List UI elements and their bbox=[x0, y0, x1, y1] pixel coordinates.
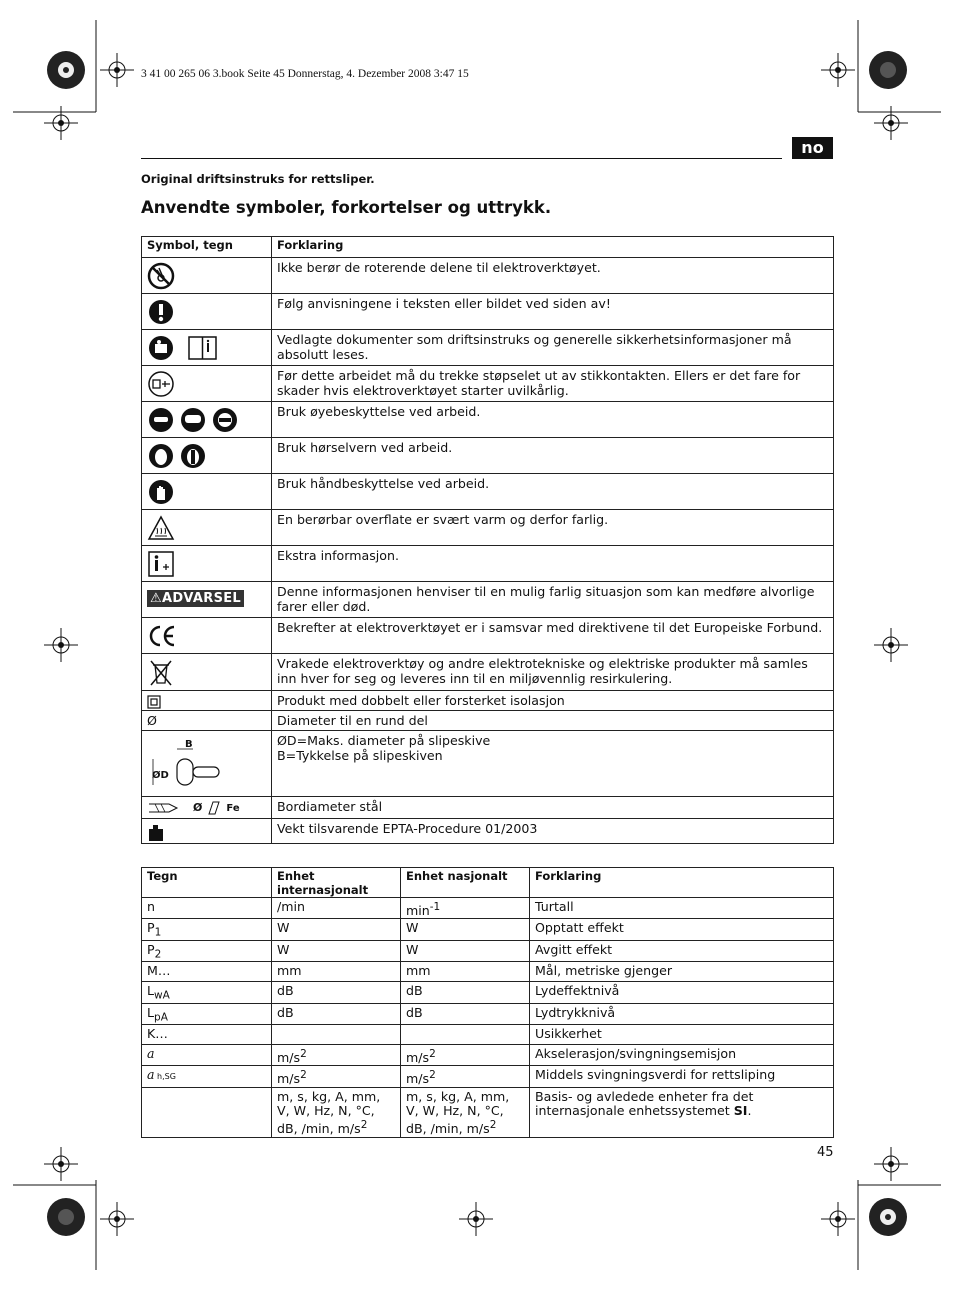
symbols-table bbox=[141, 236, 834, 844]
table-row bbox=[142, 258, 834, 294]
ce-mark-icon bbox=[147, 622, 177, 650]
column-header: Tegn bbox=[142, 868, 272, 898]
natl-unit-cell: $m/s^2$ bbox=[401, 1045, 530, 1066]
hand-protection-icon bbox=[147, 478, 175, 506]
column-header: Enhet internasjonalt bbox=[272, 868, 401, 898]
sign-cell: $L_{wA}$ bbox=[142, 982, 272, 1004]
table-row bbox=[142, 510, 834, 546]
weight-icon bbox=[147, 823, 165, 843]
symbol-description: Ikke berør de roterende delene til elektroverktøyet. bbox=[272, 258, 834, 294]
hot-surface-icon bbox=[147, 514, 175, 542]
description-cell: Lydtrykknivå bbox=[530, 1003, 834, 1025]
description-cell: Avgitt effekt bbox=[530, 940, 834, 962]
print-info-header: 3 41 00 265 06 3.book Seite 45 Donnerstag, 4. Dezember 2008 3:47 15 bbox=[141, 68, 469, 80]
sign-cell: a bbox=[142, 1045, 272, 1066]
symbol-description: En berørbar overflate er svært varm og derfor farlig. bbox=[272, 510, 834, 546]
natl-unit-cell: W bbox=[401, 919, 530, 941]
column-header: Forklaring bbox=[530, 868, 834, 898]
table-row bbox=[142, 402, 834, 438]
table-row bbox=[142, 1003, 834, 1025]
symbol-description: Diameter til en rund del bbox=[272, 711, 834, 731]
table-row bbox=[142, 582, 834, 618]
description-cell: Opptatt effekt bbox=[530, 919, 834, 941]
double-insulation-icon bbox=[147, 695, 161, 709]
intl-unit-cell: $m/s^2$ bbox=[272, 1045, 401, 1066]
natl-unit-cell: $m/s^2$ bbox=[401, 1066, 530, 1087]
intl-unit-cell: m, s, kg, A, mm, V, W, Hz, N, °C, dB, /min, $m/s^2$ bbox=[272, 1087, 401, 1137]
column-header: Enhet nasjonalt bbox=[401, 868, 530, 898]
intl-unit-cell: $m/s^2$ bbox=[272, 1066, 401, 1087]
table-row bbox=[142, 1045, 834, 1066]
table-row bbox=[142, 731, 834, 797]
intl-unit-cell: dB bbox=[272, 982, 401, 1004]
sign-cell: $P_2$ bbox=[142, 940, 272, 962]
description-cell: Turtall bbox=[530, 898, 834, 919]
iron-label: Fe bbox=[226, 803, 240, 814]
table-row bbox=[142, 962, 834, 982]
read-manual-icon bbox=[147, 334, 219, 362]
description-cell: Middels svingningsverdi for rettsliping bbox=[530, 1066, 834, 1087]
symbol-description: Følg anvisningene i teksten eller bildet ved siden av! bbox=[272, 294, 834, 330]
diameter-label: Ø bbox=[193, 801, 203, 814]
table-row bbox=[142, 546, 834, 582]
steel-bar-icon bbox=[206, 800, 222, 816]
advarsel-badge: ⚠ADVARSEL bbox=[147, 590, 244, 607]
diameter-label: ØD bbox=[152, 770, 169, 781]
description-cell: Mål, metriske gjenger bbox=[530, 962, 834, 982]
symbol-description: Vedlagte dokumenter som driftsinstruks og generelle sikkerhetsinformasjoner må absolutt leses. bbox=[272, 330, 834, 366]
symbol-description: ØD=Maks. diameter på slipeskive bbox=[277, 733, 491, 748]
symbol-description: Ekstra informasjon. bbox=[272, 546, 834, 582]
table-row bbox=[142, 1087, 834, 1137]
diameter-icon: Ø bbox=[142, 711, 272, 731]
sign-cell: n bbox=[142, 898, 272, 919]
header-rule bbox=[141, 158, 782, 159]
units-table bbox=[141, 867, 834, 1138]
description-cell: Basis- og avledede enheter fra det internasjonale enhetssystemet SI. bbox=[530, 1087, 834, 1137]
symbol-description: Vekt tilsvarende EPTA-Procedure 01/2003 bbox=[272, 819, 834, 844]
natl-unit-cell: m, s, kg, A, mm, V, W, Hz, N, °C, dB, /min, $m/s^2$ bbox=[401, 1087, 530, 1137]
table-row bbox=[142, 819, 834, 844]
table-row bbox=[142, 982, 834, 1004]
subtitle: Original driftsinstruks for rettsliper. bbox=[141, 172, 375, 186]
column-header: Forklaring bbox=[272, 237, 834, 258]
symbol-description: Denne informasjonen henviser til en mulig farlig situasjon som kan medføre alvorlige farer eller død. bbox=[272, 582, 834, 618]
symbol-description: Bordiameter stål bbox=[272, 797, 834, 819]
natl-unit-cell: mm bbox=[401, 962, 530, 982]
exclamation-icon bbox=[147, 298, 175, 326]
weee-bin-icon bbox=[147, 658, 175, 688]
table-row bbox=[142, 654, 834, 691]
symbol-description: Vrakede elektroverktøy og andre elektrotekniske og elektriske produkter må samles inn hver for seg og leveres inn til en miljøvennlig resirkulering. bbox=[272, 654, 834, 691]
natl-unit-cell: W bbox=[401, 940, 530, 962]
table-row bbox=[142, 618, 834, 654]
table-row bbox=[142, 691, 834, 711]
page-title: Anvendte symboler, forkortelser og uttrykk. bbox=[141, 198, 552, 217]
sign-cell: a h,SG bbox=[142, 1066, 272, 1087]
table-row bbox=[142, 438, 834, 474]
natl-unit-cell: dB bbox=[401, 1003, 530, 1025]
intl-unit-cell: mm bbox=[272, 962, 401, 982]
natl-unit-cell: dB bbox=[401, 982, 530, 1004]
table-header-row bbox=[142, 237, 834, 258]
symbol-description: Før dette arbeidet må du trekke støpselet ut av stikkontakten. Ellers er det fare for skader hvis elektroverktøyet starter uvilkårlig. bbox=[272, 366, 834, 402]
hearing-protection-icon bbox=[147, 442, 209, 470]
symbol-description: Bruk håndbeskyttelse ved arbeid. bbox=[272, 474, 834, 510]
symbol-description: Bekrefter at elektroverktøyet er i samsvar med direktivene til det Europeiske Forbund. bbox=[272, 618, 834, 654]
intl-unit-cell: /min bbox=[272, 898, 401, 919]
symbol-description: B=Tykkelse på slipeskiven bbox=[277, 748, 443, 763]
table-row bbox=[142, 1025, 834, 1045]
symbol-description: Bruk hørselvern ved arbeid. bbox=[272, 438, 834, 474]
description-cell: Akselerasjon/svingningsemisjon bbox=[530, 1045, 834, 1066]
table-row bbox=[142, 797, 834, 819]
sign-cell: K… bbox=[142, 1025, 272, 1045]
table-row bbox=[142, 330, 834, 366]
natl-unit-cell bbox=[401, 1025, 530, 1045]
description-cell: Lydeffektnivå bbox=[530, 982, 834, 1004]
page-number: 45 bbox=[817, 1145, 834, 1160]
language-badge: no bbox=[792, 137, 833, 159]
table-row bbox=[142, 1066, 834, 1087]
info-plus-icon bbox=[147, 550, 175, 578]
sign-cell: M… bbox=[142, 962, 272, 982]
intl-unit-cell: dB bbox=[272, 1003, 401, 1025]
sign-cell: $P_1$ bbox=[142, 919, 272, 941]
table-row bbox=[142, 898, 834, 919]
eye-protection-icon bbox=[147, 406, 239, 434]
intl-unit-cell: W bbox=[272, 919, 401, 941]
table-header-row bbox=[142, 868, 834, 898]
column-header: Symbol, tegn bbox=[142, 237, 272, 258]
table-row bbox=[142, 940, 834, 962]
symbol-description: Produkt med dobbelt eller forsterket isolasjon bbox=[272, 691, 834, 711]
intl-unit-cell bbox=[272, 1025, 401, 1045]
thickness-label: B bbox=[185, 739, 193, 750]
table-row bbox=[142, 366, 834, 402]
natl-unit-cell: $\min^{-1}$ bbox=[401, 898, 530, 919]
table-row bbox=[142, 294, 834, 330]
table-row bbox=[142, 919, 834, 941]
symbol-description: Bruk øyebeskyttelse ved arbeid. bbox=[272, 402, 834, 438]
drill-steel-icon bbox=[147, 800, 189, 816]
table-row bbox=[142, 474, 834, 510]
sign-cell bbox=[142, 1087, 272, 1137]
intl-unit-cell: W bbox=[272, 940, 401, 962]
description-cell: Usikkerhet bbox=[530, 1025, 834, 1045]
table-row bbox=[142, 711, 834, 731]
no-touch-rotating-parts-icon bbox=[147, 262, 175, 290]
unplug-icon bbox=[147, 370, 175, 398]
sign-cell: $L_{pA}$ bbox=[142, 1003, 272, 1025]
